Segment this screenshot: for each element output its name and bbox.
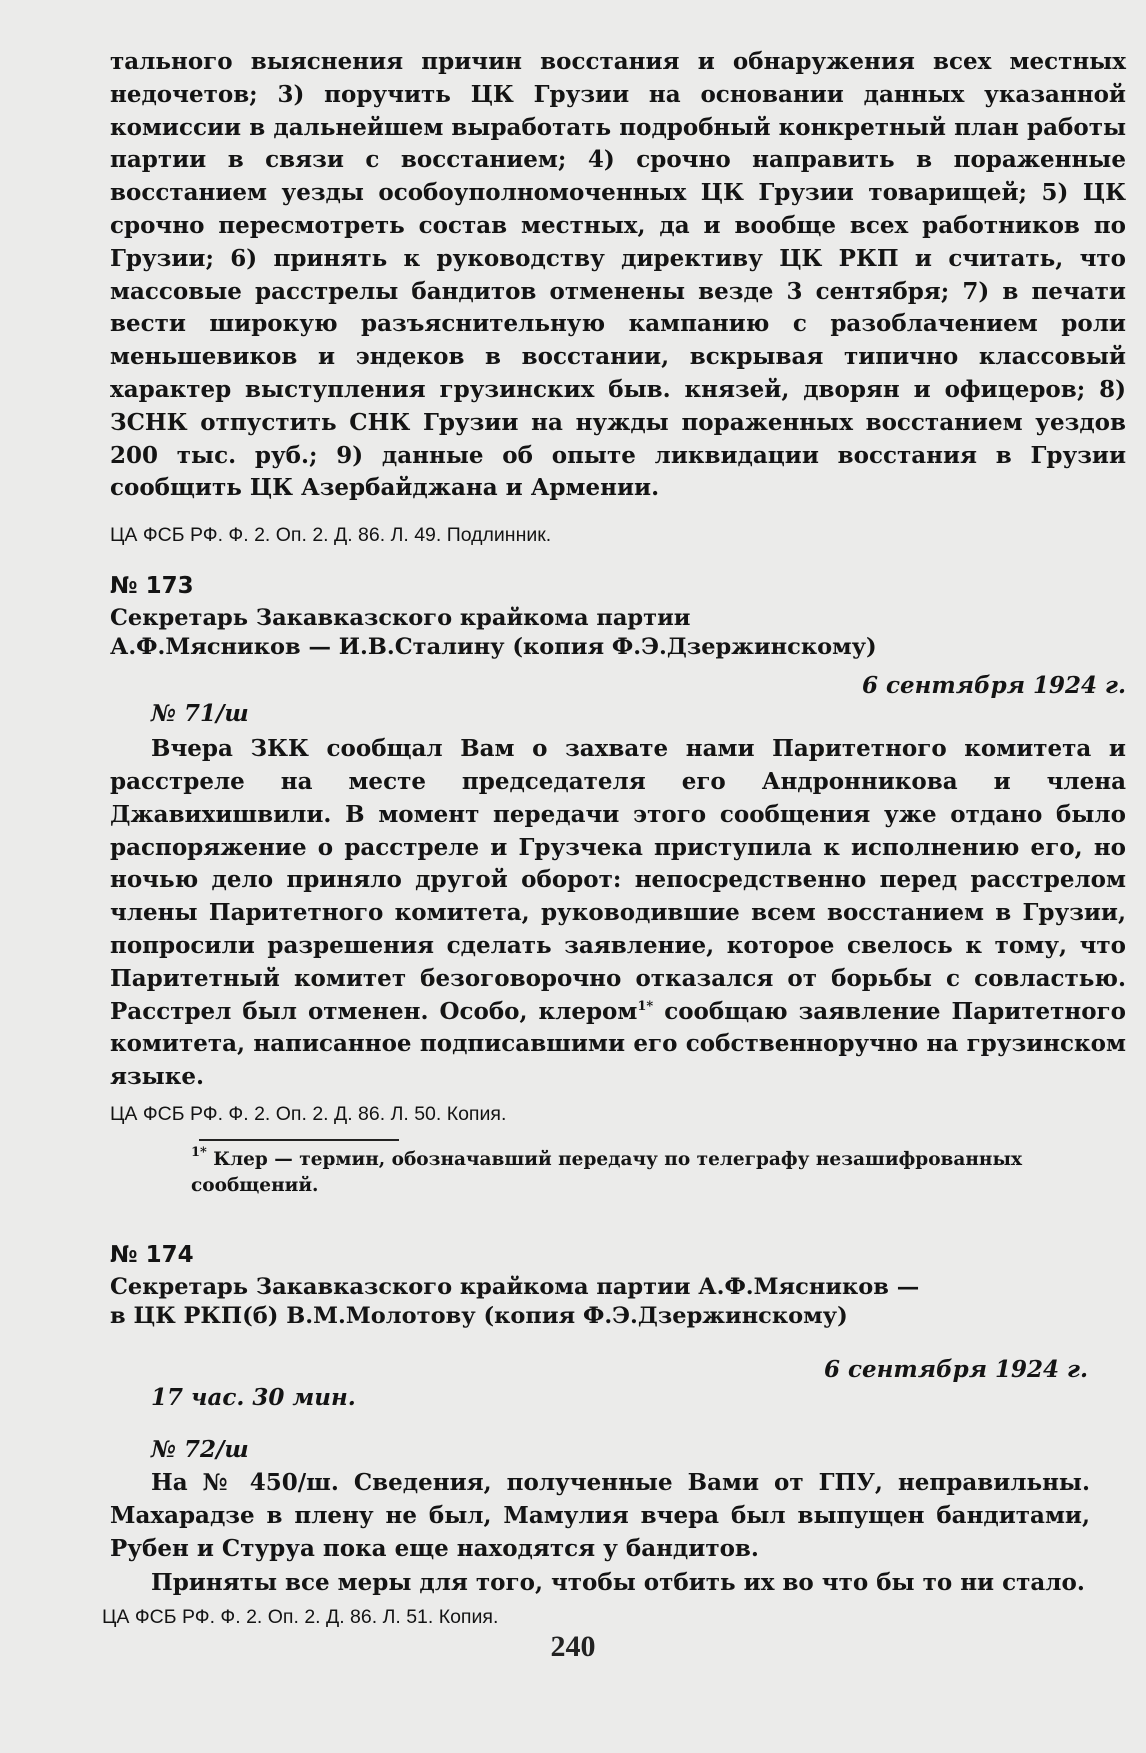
document-body-174-para1: На № 450/ш. Сведения, полученные Вами от ГПУ, неправильны. Махарадзе в плену не был, Мамулия вчера был выпущен бандитами, Рубен и Стуруа пока еще находятся у бандитов. [110, 1468, 1090, 1562]
document-heading-174-line2: в ЦК РКП(б) В.М.Молотову (копия Ф.Э.Дзержинскому) [110, 1302, 848, 1329]
archive-source-174: ЦА ФСБ РФ. Ф. 2. Оп. 2. Д. 86. Л. 51. Копия. [102, 1606, 499, 1629]
footnote-mark: 1* [191, 1144, 207, 1160]
document-date-174: 6 сентября 1924 г. [823, 1355, 1088, 1383]
footnote-divider [199, 1139, 399, 1141]
document-ref-173: № 71/ш [151, 700, 249, 728]
document-heading-173-line1: Секретарь Закавказского крайкома партии [110, 605, 691, 632]
document-body-173 [110, 733, 1126, 1094]
footnote-text: Клер — термин, обозначавший передачу по телеграфу незашифрованных сообщений. [191, 1148, 1023, 1196]
document-body-174-para2: Приняты все меры для того, чтобы отбить их во что бы то ни стало. [151, 1569, 1085, 1597]
document-ref-174: № 72/ш [151, 1435, 249, 1463]
body-173-part2: сообщаю заявление Паритетного комитета, написанное подписавшими его собственноручно на грузинском языке. [110, 997, 1126, 1091]
document-number-174: № 174 [110, 1241, 194, 1268]
footnote-reference-mark: 1* [637, 998, 654, 1014]
text-column [102, 46, 1126, 1631]
archive-source-172: ЦА ФСБ РФ. Ф. 2. Оп. 2. Д. 86. Л. 49. Подлинник. [110, 524, 552, 547]
footnote [191, 1144, 1126, 1199]
archive-source-173: ЦА ФСБ РФ. Ф. 2. Оп. 2. Д. 86. Л. 50. Копия. [110, 1102, 507, 1125]
document-date-173: 6 сентября 1924 г. [861, 672, 1126, 700]
body-173-part1: Вчера ЗКК сообщал Вам о захвате нами Паритетного комитета и расстреле на месте председателя его Андронникова и члена Джавихишвили. В момент передачи этого сообщения уже отдано было распоряжение о расстреле и Грузчека приступила к исполнению его, но ночью дело приняло другой оборот: непосредственно перед расстрелом члены Паритетного комитета, руководившие всем восстанием в Грузии, попросили разрешения сделать заявление, которое свелось к тому, что Паритетный комитет безоговорочно отказался от борьбы с совластью. Расстрел был отменен. Особо, клером [110, 735, 1126, 1025]
document-heading-173-line2: А.Ф.Мясников — И.В.Сталину (копия Ф.Э.Дзержинскому) [110, 634, 877, 661]
page-number: 240 [550, 1630, 596, 1663]
continuation-paragraph: тального выяснения причин восстания и обнаружения всех местных недочетов; 3) поручить ЦК Грузии на основании данных указанной комиссии в дальнейшем выработать подробный конкретный план работы партии в связи с восстанием; 4) срочно направить в пораженные восстанием уезды особоуполномоченных ЦК Грузии товарищей; 5) ЦК срочно пересмотреть состав местных, да и вообще всех работников по Грузии; 6) принять к руководству директиву ЦК РКП и считать, что массовые расстрелы бандитов отменены везде 3 сентября; 7) в печати вести широкую разъяснительную кампанию с разоблачением роли меньшевиков и эндеков в восстании, вскрывая типично классовый характер выступления грузинских быв. князей, дворян и офицеров; 8) ЗСНК отпустить СНК Грузии на нужды пораженных восстанием уездов 200 тыс. руб.; 9) данные об опыте ликвидации восстания в Грузии сообщить ЦК Азербайджана и Армении. [110, 48, 1126, 502]
document-time-174: 17 час. 30 мин. [151, 1383, 356, 1411]
document-number-173: № 173 [110, 573, 194, 600]
document-heading-174-line1: Секретарь Закавказского крайкома партии А.Ф.Мясников — [110, 1273, 920, 1300]
